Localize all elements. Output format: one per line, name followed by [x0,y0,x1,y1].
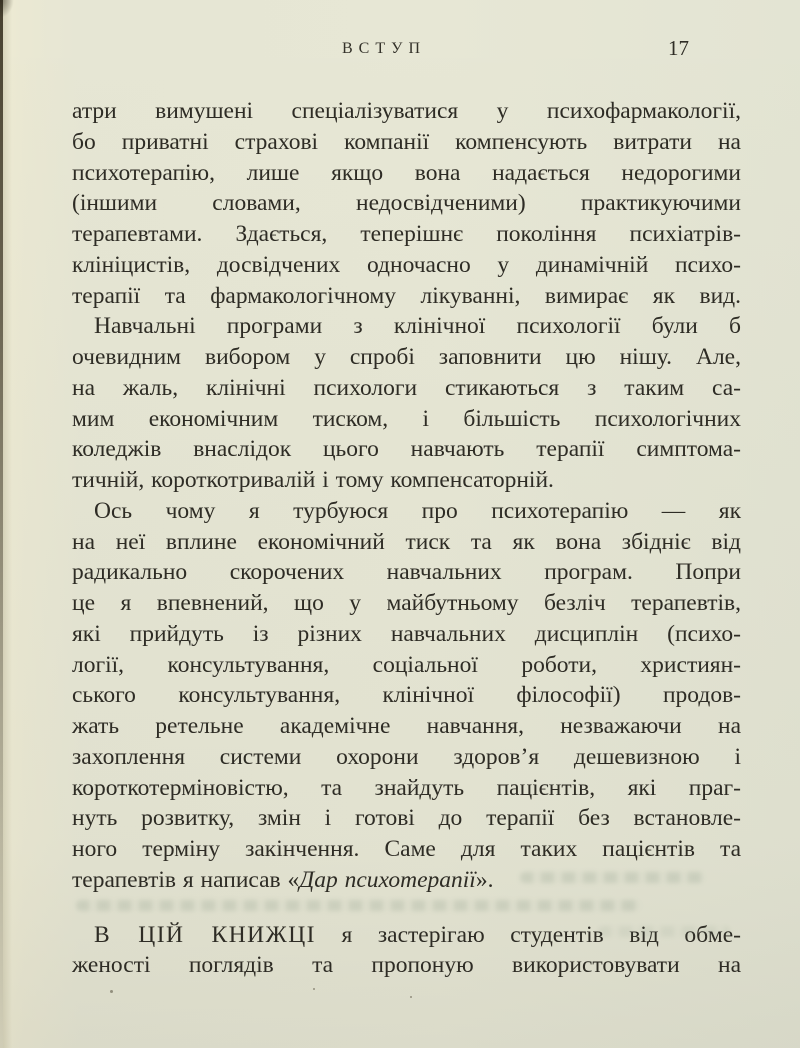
text-line [72,127,741,158]
text-segment: атри вимушені спеціалізуватися у психофармакології, [72,98,741,124]
text-line [72,311,741,342]
page-edge-shading [3,0,12,1048]
text-segment: захоплення системи охорони здоров’я дешевизною і [72,743,741,770]
text-segment: короткотерміновістю, та знайдуть пацієнтів, які праг- [72,774,741,801]
text-segment: мим економічним тиском, і більшість психологічних [72,405,741,432]
text-segment: це я впевнений, що у майбутньому безліч терапевтів, [72,590,741,616]
text-line [72,588,741,619]
text-line [72,527,741,558]
text-line [72,465,741,496]
show-through-artifact [520,872,705,883]
text-segment: тичній, короткотривалій і тому компенсаторній. [72,467,554,493]
text-segment: Навчальні програми з клінічної психології були б [94,313,741,340]
text-segment: Ось чому я турбуюся про психотерапію — як [94,497,741,524]
text-line [72,950,741,981]
text-line [72,373,741,404]
text-line [72,650,741,681]
corner-smudge [0,0,14,18]
text-line [72,557,741,588]
text-line [72,496,741,527]
paper-speck [313,988,315,990]
text-segment: (іншими словами, недосвідченими) практикуючими [72,190,741,217]
text-line [72,803,741,834]
body-text [72,96,741,981]
text-segment: терапевтами. Здається, теперішнє покоління психіатрів- [72,221,741,247]
text-segment: на неї вплине економічний тиск та як вона збідніє від [72,528,741,555]
text-line [72,219,741,250]
text-line [72,773,741,804]
paragraph [72,96,741,311]
text-segment: В ЦІЙ КНИЖЦІ [94,921,316,948]
text-segment: клініцистів, досвідчених одночасно у динамічній психо- [72,251,741,278]
text-segment: я застерігаю студентів від обме- [316,921,741,948]
text-line [72,619,741,650]
text-segment: коледжів внаслідок цього навчають терапії симптома- [72,436,741,463]
text-line [72,711,741,742]
text-segment: психотерапію, лише якщо вона надається недорогими [72,159,741,186]
italic-text: Дар психотерапії [299,866,476,893]
text-segment: очевидним вибором у спробі заповнити цю нішу. Але, [72,344,741,370]
text-segment: женості поглядів та пропоную використовувати на [72,952,741,979]
text-segment: жать ретельне академічне навчання, незважаючи на [72,713,741,739]
paper-speck [410,996,412,998]
page-header [0,36,800,64]
text-segment: радикально скорочених навчальних програм. Попри [72,559,741,586]
paragraph [72,496,741,896]
text-segment: логії, консультування, соціальної роботи, християн- [72,651,741,678]
text-line [72,404,741,435]
text-segment: ського консультування, клінічної філософії) продов- [72,682,741,709]
text-segment: ного терміну закінчення. Саме для таких пацієнтів та [72,836,741,862]
show-through-artifact [76,900,641,911]
paragraph [72,311,741,496]
text-line [72,250,741,281]
text-line [72,434,741,465]
text-line [72,742,741,773]
text-segment: ». [475,866,494,893]
text-segment: бо приватні страхові компанії компенсують витрати на [72,128,741,155]
text-line [72,96,741,127]
text-segment: на жаль, клінічні психологи стикаються з таким са- [72,374,741,401]
text-segment: терапії та фармакологічному лікуванні, вимирає як вид. [72,282,741,309]
paper-speck [110,990,113,993]
text-line [72,281,741,312]
show-through-artifact [598,926,730,937]
text-segment: нуть розвитку, змін і готові до терапії без встановле- [72,805,741,832]
text-line [72,158,741,189]
text-segment: які прийдуть із різних навчальних дисциплін (психо- [72,620,741,647]
text-segment: терапевтів я написав « [72,866,300,893]
text-line [72,680,741,711]
page-number: 17 [668,36,689,60]
text-line [72,834,741,865]
running-title: ВСТУП [342,40,426,57]
text-line [72,342,741,373]
text-line [72,188,741,219]
